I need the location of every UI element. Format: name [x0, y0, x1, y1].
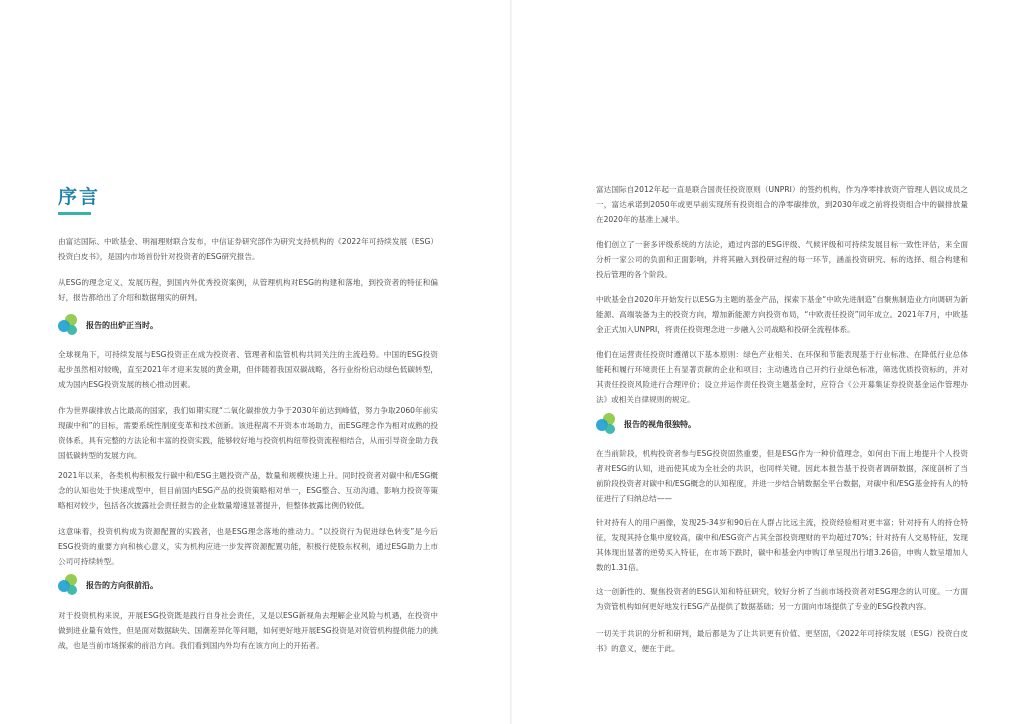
paragraph-cefund: 中欧基金自2020年开始发行以ESG为主题的基金产品，探索下基金“中欧先进制造”自聚焦制造业方向调研为新能源、高端装备为主的投资方向，增加新能源方向投资布局，“中欧责任投资”同年成立。2021年7月，中欧基金正式加入UNPRI，将责任投资理念进一步融入公司战略和投研全流程体系。: [596, 295, 968, 334]
paragraph-methodology: 他们创立了一套多评级系统的方法论，通过内部的ESG评级、气候评级和可持续发展目标一致性评估，来全面分析一家公司的负面和正面影响，并将其融入到投研过程的每一环节，涵盖投资研究、标的选择、组合构建和投后管理的各个阶段。: [596, 240, 968, 279]
paragraph-4: 作为世界碳排放占比最高的国家，我们如期实现“二氧化碳排放力争于2030年前达到峰值，努力争取2060年前实现碳中和”的目标，需要系统性制度变革和技术创新。该进程离不开资本市场助力，而ESG理念作为相对成熟的投资体系，具有完整的方法论和丰富的投资实践，能够较好地与投资机构纽带投资流程相结合，从而引导资金助力我国低碳转型的发展方向。: [58, 406, 438, 460]
paragraph-5: 2021年以来，各类机构积极发行碳中和/ESG主题投资产品，数量和规模快速上升。同时投资者对碳中和/ESG概念的认知也处于快速成型中，但目前国内ESG产品的投资策略相对单一，ESG整合、互动沟通、影响力投资等策略相对较少，包括各次披露社会责任报告的企业数量增速显著提升，但整体披露比例仍较低。: [58, 471, 438, 510]
bubble-icon: [596, 413, 618, 435]
paragraph-7: 对于投资机构来说，开展ESG投资既是践行自身社会责任，又是以ESG新视角去理解企业风险与机遇，在投资中做到进业量有效性，但是面对数据缺失、国潮差异化等问题，如何更好地开展ESG投资是对资管机构提供能力的挑战，也是当前市场探索的前沿方向。我们看到国内外均有在该方向上的开拓者。: [58, 611, 438, 650]
title-underline: [58, 212, 91, 215]
section-heading-frontier: [58, 574, 158, 596]
paragraph-innovation: 这一创新性的、聚焦投资者的ESG认知和特征研究，较好分析了当前市场投资者对ESG理念的认可度。一方面为资管机构如何更好地发行ESG产品提供了数据基础；另一方面向市场提供了专业的ESG投教内容。: [596, 587, 968, 611]
bubble-icon: [58, 314, 80, 336]
paragraph-perspective: 在当前阶段，机构投资者参与ESG投资固然重要，但是ESG作为一种价值理念，如何由下而上地提升个人投资者对ESG的认知，进而使其成为全社会的共识，也同样关键。因此本报告基于投资者调研数据，深度剖析了当前阶段投资者对碳中和/ESG概念的认知程度，并进一步结合销数据全平台数据，对碳中和/ESG基金持有人的特征进行了归纳总结——: [596, 449, 968, 503]
paragraph-6: 这意味着，投资机构成为资源配置的实践者，也是ESG理念落地的推动力。“以投资行为促进绿色转变”是今后ESG投资的重要方向和核心意义，实为机构应进一步发挥资源配置功能，积极行使股东权利，通过ESG助力上市公司可持续转型。: [58, 527, 438, 566]
section-heading-label: 报告的视角很独特。: [624, 419, 696, 429]
paragraph-principles: 他们在运营责任投资时遵循以下基本原则：绿色产业相关、在环保和节能表现基于行业标准、在降低行业总体能耗和履行环境责任上有显著贡献的企业和项目；主动遴选自己开约行业绿色标准，筛选优质投资标的，并对其责任投资风险进行合理评价；设立并运作责任投资主题基金时，应符合《公开募集证券投资基金运作管理办法》或相关自律规则的规定。: [596, 350, 968, 404]
paragraph-conclusion: 一切关于共识的分析和研判，最后都是为了让共识更有价值、更坚固，《2022年可持续发展（ESG）投资白皮书》的意义，便在于此。: [596, 629, 968, 653]
section-heading-timely: [58, 314, 158, 336]
intro-paragraph: 由富达国际、中欧基金、明福理财联合发布，中信证券研究部作为研究支持机构的《2022年可持续发展（ESG）投资白皮书》，是国内市场首份针对投资者的ESG研究报告。: [58, 237, 438, 261]
page-title: 序言: [58, 186, 101, 208]
paragraph-2: 从ESG的理念定义、发展历程，到国内外优秀投资案例，从管理机构对ESG的构建和落地，到投资者的特征和偏好，报告都给出了介绍和数据翔实的研判。: [58, 278, 438, 302]
right-page: [512, 0, 1024, 724]
section-heading-label: 报告的方向很前沿。: [86, 580, 158, 590]
paragraph-3: 全球视角下，可持续发展与ESG投资正在成为投资者、管理者和监管机构共同关注的主流趋势。中国的ESG投资起步虽然相对较晚，直至2021年才迎来发展的黄金期，但伴随着我国双碳战略，各行业纷纷启动绿色低碳转型，成为国内ESG投资发展的核心推动因素。: [58, 350, 438, 389]
paragraph-holders: 针对持有人的用户画像，发现25-34岁和90后在人群占比远主流，投资经验相对更丰富；针对持有人的持仓特征，发现其持仓集中度较高，碳中和/ESG资产占其全部投资理财的平均超过70%；针对持有人交易特征，发现其体现出显著的逆势买入特征，在市场下跌时，碳中和基金内申购订单呈现出行增3.26倍，申购人数呈增加人数的1.31倍。: [596, 518, 968, 572]
paragraph-fidelity: 富达国际自2012年起一直是联合国责任投资原则（UNPRI）的签约机构，作为净零排放资产管理人倡议成员之一，富达承诺到2050年或更早前实现所有投资组合的净零碳排放，到2030年或之前将投资组合中的碳排放量在2020年的基准上减半。: [596, 185, 968, 224]
bubble-icon: [58, 574, 80, 596]
section-heading-label: 报告的出炉正当时。: [86, 320, 158, 330]
section-heading-unique: [596, 413, 696, 435]
